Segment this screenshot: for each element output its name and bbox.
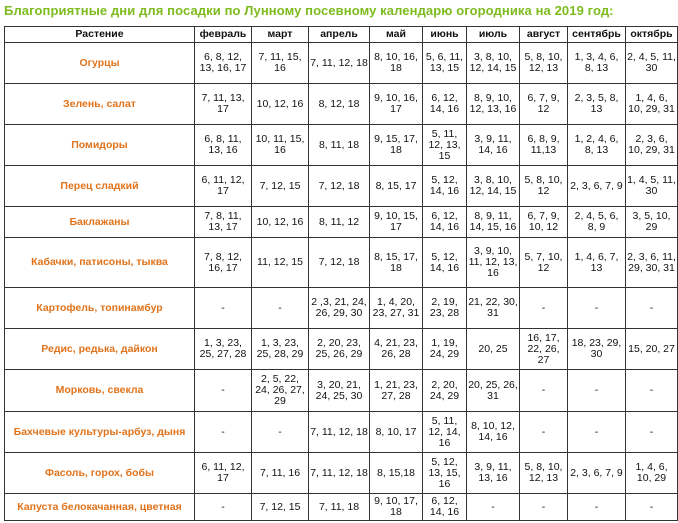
planting-days-cell: 1, 4, 6, 7, 13 bbox=[568, 238, 626, 288]
planting-days-cell: - bbox=[195, 412, 252, 453]
header-row bbox=[5, 27, 678, 43]
planting-days-cell: 10, 11, 15, 16 bbox=[252, 125, 309, 166]
planting-days-cell: 2, 3, 5, 8, 13 bbox=[568, 84, 626, 125]
plant-name: Капуста белокачанная, цветная bbox=[5, 494, 195, 521]
planting-days-cell: 3, 9, 11, 13, 16 bbox=[467, 453, 520, 494]
planting-days-cell: 15, 20, 27 bbox=[626, 329, 678, 370]
planting-days-cell: 6, 8, 12, 13, 16, 17 bbox=[195, 43, 252, 84]
planting-days-cell: 8, 11, 18 bbox=[309, 125, 370, 166]
table-row bbox=[5, 494, 678, 521]
planting-days-cell: 5, 6, 11, 13, 15 bbox=[423, 43, 467, 84]
planting-days-cell: 6, 12, 14, 16 bbox=[423, 207, 467, 238]
planting-days-cell: - bbox=[626, 412, 678, 453]
table-row bbox=[5, 43, 678, 84]
planting-days-cell: - bbox=[195, 288, 252, 329]
planting-days-cell: 18, 23, 29, 30 bbox=[568, 329, 626, 370]
planting-days-cell: - bbox=[568, 494, 626, 521]
planting-days-cell: 5, 12, 14, 16 bbox=[423, 166, 467, 207]
planting-days-cell: 9, 10, 16, 17 bbox=[370, 84, 423, 125]
planting-days-cell: 3, 5, 10, 29 bbox=[626, 207, 678, 238]
planting-days-cell: 2, 20, 24, 29 bbox=[423, 370, 467, 412]
planting-days-cell: 5, 12, 13, 15, 16 bbox=[423, 453, 467, 494]
planting-days-cell: 3, 20, 21, 24, 25, 30 bbox=[309, 370, 370, 412]
planting-days-cell: 7, 12, 15 bbox=[252, 166, 309, 207]
planting-days-cell: 1, 3, 23, 25, 28, 29 bbox=[252, 329, 309, 370]
planting-days-cell: 2, 4, 5, 11, 30 bbox=[626, 43, 678, 84]
planting-days-cell: 6, 8, 11, 13, 16 bbox=[195, 125, 252, 166]
planting-days-cell: 7, 11, 12, 18 bbox=[309, 43, 370, 84]
planting-days-cell: 5, 11, 12, 13, 15 bbox=[423, 125, 467, 166]
planting-days-cell: 1, 21, 23, 27, 28 bbox=[370, 370, 423, 412]
planting-days-cell: 1, 4, 20, 23, 27, 31 bbox=[370, 288, 423, 329]
planting-days-cell: 2, 3, 6, 7, 9 bbox=[568, 166, 626, 207]
planting-days-cell: 10, 12, 16 bbox=[252, 207, 309, 238]
plant-name: Кабачки, патисоны, тыква bbox=[5, 238, 195, 288]
planting-days-cell: 21, 22, 30, 31 bbox=[467, 288, 520, 329]
planting-days-cell: 2 ,3, 21, 24, 26, 29, 30 bbox=[309, 288, 370, 329]
table-row bbox=[5, 288, 678, 329]
planting-days-cell: 10, 12, 16 bbox=[252, 84, 309, 125]
column-header-month: апрель bbox=[309, 27, 370, 43]
planting-days-cell: 8, 11, 12 bbox=[309, 207, 370, 238]
planting-days-cell: - bbox=[568, 412, 626, 453]
planting-days-cell: 3, 8, 10, 12, 14, 15 bbox=[467, 43, 520, 84]
plant-name: Бахчевые культуры-арбуз, дыня bbox=[5, 412, 195, 453]
planting-days-cell: 1, 4, 6, 10, 29, 31 bbox=[626, 84, 678, 125]
planting-days-cell: - bbox=[467, 494, 520, 521]
planting-days-cell: 2, 19, 23, 28 bbox=[423, 288, 467, 329]
planting-days-cell: 20, 25 bbox=[467, 329, 520, 370]
planting-days-cell: - bbox=[195, 494, 252, 521]
table-row bbox=[5, 238, 678, 288]
column-header-month: март bbox=[252, 27, 309, 43]
planting-days-cell: 5, 8, 10, 12 bbox=[520, 166, 568, 207]
planting-days-cell: 20, 25, 26, 31 bbox=[467, 370, 520, 412]
planting-days-cell: 4, 21, 23, 26, 28 bbox=[370, 329, 423, 370]
planting-days-cell: 8, 10, 16, 18 bbox=[370, 43, 423, 84]
plant-name: Фасоль, горох, бобы bbox=[5, 453, 195, 494]
planting-days-cell: 5, 7, 10, 12 bbox=[520, 238, 568, 288]
planting-days-cell: 7, 11, 16 bbox=[252, 453, 309, 494]
planting-days-cell: 9, 10, 17, 18 bbox=[370, 494, 423, 521]
planting-days-cell: 8, 10, 17 bbox=[370, 412, 423, 453]
planting-days-cell: 2, 4, 5, 6, 8, 9 bbox=[568, 207, 626, 238]
planting-days-cell: 7, 8, 12, 16, 17 bbox=[195, 238, 252, 288]
planting-days-cell: 8, 10, 12, 14, 16 bbox=[467, 412, 520, 453]
planting-days-cell: - bbox=[195, 370, 252, 412]
table-row bbox=[5, 84, 678, 125]
column-header-month: сентябрь bbox=[568, 27, 626, 43]
planting-days-cell: 8, 15,18 bbox=[370, 453, 423, 494]
planting-days-cell: 7, 8, 11, 13, 17 bbox=[195, 207, 252, 238]
planting-days-cell: 6, 12, 14, 16 bbox=[423, 84, 467, 125]
planting-days-cell: 7, 11, 15, 16 bbox=[252, 43, 309, 84]
planting-days-cell: 6, 7, 9, 10, 12 bbox=[520, 207, 568, 238]
column-header-month: июль bbox=[467, 27, 520, 43]
planting-days-cell: 6, 11, 12, 17 bbox=[195, 166, 252, 207]
plant-name: Перец сладкий bbox=[5, 166, 195, 207]
planting-days-cell: 9, 10, 15, 17 bbox=[370, 207, 423, 238]
plant-name: Зелень, салат bbox=[5, 84, 195, 125]
planting-days-cell: 7, 11, 18 bbox=[309, 494, 370, 521]
table-row bbox=[5, 329, 678, 370]
planting-days-cell: 5, 11, 12, 14, 16 bbox=[423, 412, 467, 453]
planting-days-cell: 7, 11, 12, 18 bbox=[309, 412, 370, 453]
planting-days-cell: 1, 2, 4, 6, 8, 13 bbox=[568, 125, 626, 166]
planting-days-cell: 9, 15, 17, 18 bbox=[370, 125, 423, 166]
planting-days-cell: 11, 12, 15 bbox=[252, 238, 309, 288]
planting-days-cell: - bbox=[626, 494, 678, 521]
planting-days-cell: 7, 12, 18 bbox=[309, 238, 370, 288]
plant-name: Морковь, свекла bbox=[5, 370, 195, 412]
planting-days-cell: - bbox=[626, 370, 678, 412]
planting-days-cell: - bbox=[252, 412, 309, 453]
planting-days-cell: - bbox=[252, 288, 309, 329]
planting-days-cell: 3, 8, 10, 12, 14, 15 bbox=[467, 166, 520, 207]
planting-days-cell: 5, 12, 14, 16 bbox=[423, 238, 467, 288]
table-row bbox=[5, 166, 678, 207]
planting-days-cell: 1, 19, 24, 29 bbox=[423, 329, 467, 370]
planting-days-cell: 5, 8, 10, 12, 13 bbox=[520, 43, 568, 84]
table-row bbox=[5, 370, 678, 412]
column-header-month: февраль bbox=[195, 27, 252, 43]
table-row bbox=[5, 412, 678, 453]
planting-days-cell: 2, 5, 22, 24, 26, 27, 29 bbox=[252, 370, 309, 412]
planting-days-cell: 7, 12, 18 bbox=[309, 166, 370, 207]
plant-name: Баклажаны bbox=[5, 207, 195, 238]
planting-days-cell: 3, 9, 11, 14, 16 bbox=[467, 125, 520, 166]
lunar-calendar-table bbox=[4, 26, 678, 521]
planting-days-cell: 8, 15, 17 bbox=[370, 166, 423, 207]
planting-days-cell: - bbox=[520, 412, 568, 453]
table-row bbox=[5, 125, 678, 166]
planting-days-cell: 6, 11, 12, 17 bbox=[195, 453, 252, 494]
planting-days-cell: - bbox=[626, 288, 678, 329]
table-row bbox=[5, 207, 678, 238]
planting-days-cell: 2, 3, 6, 7, 9 bbox=[568, 453, 626, 494]
column-header-plant: Растение bbox=[5, 27, 195, 43]
planting-days-cell: - bbox=[568, 288, 626, 329]
planting-days-cell: 1, 3, 4, 6, 8, 13 bbox=[568, 43, 626, 84]
planting-days-cell: 16, 17, 22, 26, 27 bbox=[520, 329, 568, 370]
plant-name: Редис, редька, дайкон bbox=[5, 329, 195, 370]
planting-days-cell: 7, 11, 12, 18 bbox=[309, 453, 370, 494]
column-header-month: май bbox=[370, 27, 423, 43]
planting-days-cell: - bbox=[520, 370, 568, 412]
plant-name: Помидоры bbox=[5, 125, 195, 166]
planting-days-cell: 5, 8, 10, 12, 13 bbox=[520, 453, 568, 494]
column-header-month: июнь bbox=[423, 27, 467, 43]
planting-days-cell: - bbox=[568, 370, 626, 412]
column-header-month: октябрь bbox=[626, 27, 678, 43]
planting-days-cell: 6, 7, 9, 12 bbox=[520, 84, 568, 125]
planting-days-cell: 8, 12, 18 bbox=[309, 84, 370, 125]
planting-days-cell: 8, 9, 11, 14, 15, 16 bbox=[467, 207, 520, 238]
planting-days-cell: 2, 20, 23, 25, 26, 29 bbox=[309, 329, 370, 370]
plant-name: Огурцы bbox=[5, 43, 195, 84]
table-body bbox=[5, 43, 678, 521]
planting-days-cell: 1, 4, 5, 11, 30 bbox=[626, 166, 678, 207]
planting-days-cell: 7, 11, 13, 17 bbox=[195, 84, 252, 125]
planting-days-cell: 2, 3, 6, 11, 29, 30, 31 bbox=[626, 238, 678, 288]
planting-days-cell: 1, 4, 6, 10, 29 bbox=[626, 453, 678, 494]
planting-days-cell: 2, 3, 6, 10, 29, 31 bbox=[626, 125, 678, 166]
planting-days-cell: 6, 12, 14, 16 bbox=[423, 494, 467, 521]
plant-name: Картофель, топинамбур bbox=[5, 288, 195, 329]
column-header-month: август bbox=[520, 27, 568, 43]
planting-days-cell: 1, 3, 23, 25, 27, 28 bbox=[195, 329, 252, 370]
planting-days-cell: 8, 9, 10, 12, 13, 16 bbox=[467, 84, 520, 125]
table-row bbox=[5, 453, 678, 494]
planting-days-cell: 6, 8, 9, 11,13 bbox=[520, 125, 568, 166]
page-title: Благоприятные дни для посадки по Лунному посевному календарю огородника на 2019 год: bbox=[4, 3, 614, 18]
planting-days-cell: 7, 12, 15 bbox=[252, 494, 309, 521]
planting-days-cell: 3, 9, 10, 11, 12, 13, 16 bbox=[467, 238, 520, 288]
planting-days-cell: - bbox=[520, 288, 568, 329]
planting-days-cell: 8, 15, 17, 18 bbox=[370, 238, 423, 288]
planting-days-cell: - bbox=[520, 494, 568, 521]
